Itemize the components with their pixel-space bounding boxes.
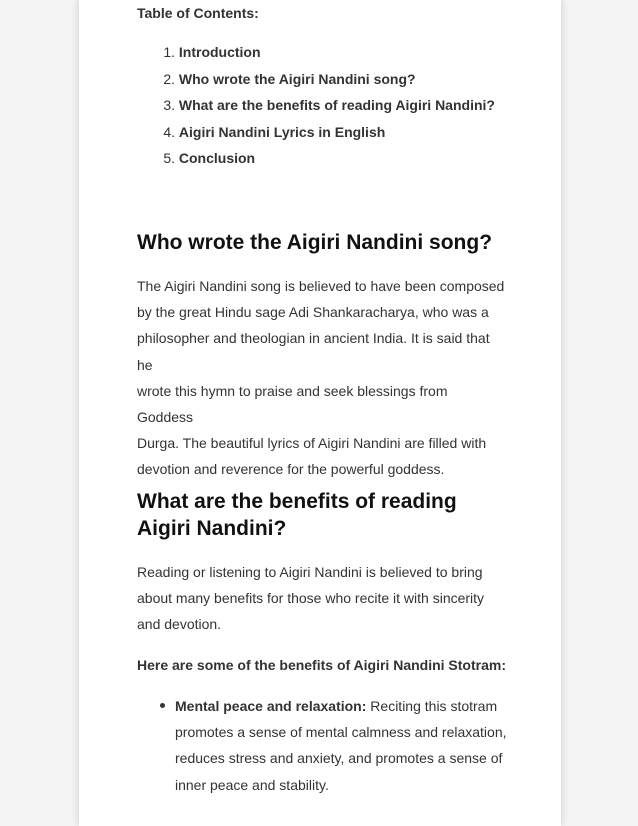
toc-link[interactable]: What are the benefits of reading Aigiri Nandini? [178, 97, 495, 113]
heading-line: What are the benefits of reading [137, 490, 457, 513]
paragraph-line: and devotion. [137, 616, 222, 633]
bullet-text: Reciting this stotram [366, 698, 498, 714]
toc-item-lyrics[interactable] [137, 124, 495, 151]
benefits-list [137, 693, 517, 798]
section1-paragraph [137, 273, 507, 483]
paragraph-line: devotion and reverence for the powerful goddess. [137, 461, 445, 478]
bullet-line: promotes a sense of mental calmness and relaxation, [175, 724, 507, 741]
toc-number: 5. [163, 150, 175, 166]
bullet-line: inner peace and stability. [175, 776, 329, 793]
toc-link[interactable]: Conclusion [178, 150, 256, 166]
paragraph-line: wrote this hymn to praise and seek blessings from Goddess [137, 382, 448, 426]
toc-number: 3. [163, 97, 175, 113]
toc-link[interactable]: Who wrote the Aigiri Nandini song? [178, 70, 416, 87]
toc-item-introduction[interactable] [137, 44, 495, 71]
document-page [79, 0, 561, 826]
toc-link[interactable]: Introduction [178, 44, 261, 60]
toc-item-benefits[interactable] [137, 97, 495, 124]
paragraph-line: philosopher and theologian in ancient India. It is said that he [137, 330, 490, 373]
paragraph-line: Reading or listening to Aigiri Nandini is believed to bring [137, 564, 483, 580]
toc-item-conclusion[interactable] [137, 150, 495, 177]
toc-item-who-wrote[interactable] [137, 71, 495, 98]
paragraph-line: about many benefits for those who recite it with sincerity [137, 590, 485, 607]
toc-number: 4. [163, 123, 175, 140]
list-item [137, 693, 517, 798]
section-heading-who-wrote: Who wrote the Aigiri Nandini song? [137, 231, 493, 254]
paragraph-line: by the great Hindu sage Adi Shankaracharya, who was a [137, 304, 489, 321]
section-heading-benefits [137, 488, 457, 542]
paragraph-line: Durga. The beautiful lyrics of Aigiri Nandini are filled with [137, 435, 487, 452]
bullet-icon [160, 703, 165, 708]
toc-number: 2. [163, 70, 175, 87]
heading-line: Aigiri Nandini? [137, 517, 287, 540]
toc-link[interactable]: Aigiri Nandini Lyrics in English [178, 123, 386, 140]
bullet-title: Mental peace and relaxation: [175, 698, 367, 714]
paragraph-line: The Aigiri Nandini song is believed to have been composed [137, 278, 505, 294]
toc-title: Table of Contents: [137, 5, 259, 21]
benefits-intro: Here are some of the benefits of Aigiri Nandini Stotram: [137, 657, 506, 673]
toc-list [137, 44, 495, 177]
bullet-line: reduces stress and anxiety, and promotes a sense of [175, 750, 503, 767]
section2-paragraph [137, 559, 507, 638]
toc-number: 1. [163, 44, 175, 60]
